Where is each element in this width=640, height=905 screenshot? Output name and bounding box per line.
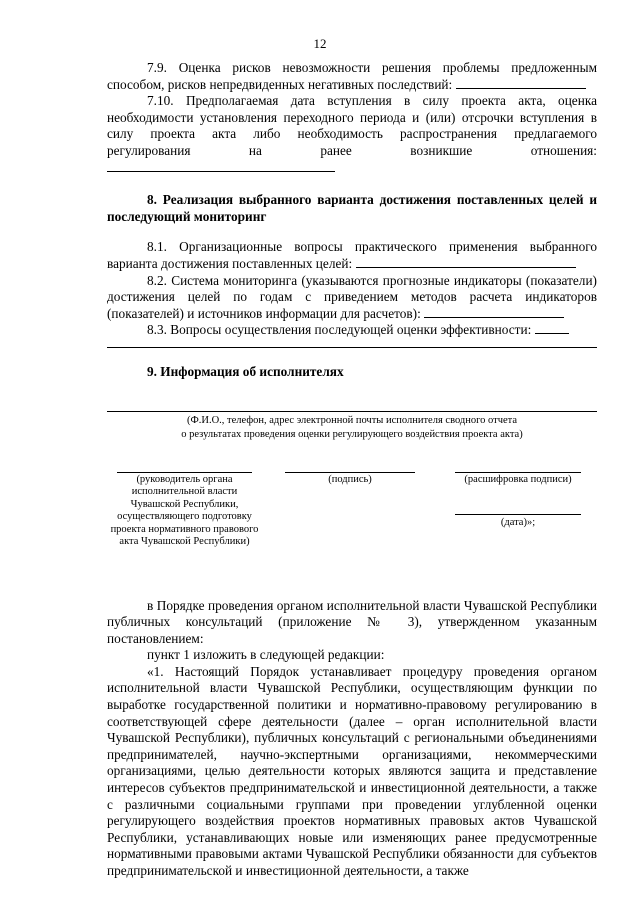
executor-info-line — [107, 399, 597, 412]
section-9-heading: 9. Информация об исполнителях — [147, 363, 344, 379]
head-label: (руководитель органа исполнительной власти Чувашской Республики, осуществляющего подготовку проекта нормативного правового акта Чувашской Республики) — [110, 473, 259, 547]
continuation-paragraph-3: «1. Настоящий Порядок устанавливает процедуру проведения органом исполнительной власти Чувашской Республики, осуществляющим функции по выработке государственной политики и нормативно-правовому регулированию в соответствующей сфере деятельности (далее – орган исполнительной власти Чувашской Республики), публичных консультаций с региональными объединениями предпринимателей, научно-экспертными организациями, некоммерческими организациями, целью деятельности которых являются защита и представление интересов субъектов предпринимательской и инвестиционной деятельности, а также с различными социальными группами при проведении углубленной оценки регулирующего воздействия проектов нормативных правовых актов Чувашской Республики, устанавливающих новые или изменяющих ранее предусмотренные нормативными правовыми актами Чувашской Республики обязанности для субъектов предпринимательской и инвестиционной деятельности, а также — [107, 663, 597, 878]
decoding-label: (расшифровка подписи) — [464, 473, 572, 485]
caption-line-2: о результатах проведения оценки регулирующего воздействия проекта акта) — [181, 428, 523, 440]
item-8-1-text: 8.1. Организационные вопросы практического применения выбранного варианта достижения поставленных целей: — [107, 239, 597, 271]
caption-line-1: (Ф.И.О., телефон, адрес электронной почты исполнителя сводного отчета — [186, 414, 518, 426]
date-line — [455, 514, 581, 515]
item-7-9-text: 7.9. Оценка рисков невозможности решения проблемы предложенным способом, рисков непредвиденных негативных последствий: — [107, 60, 597, 92]
item-8-3-text: 8.3. Вопросы осуществления последующей оценки эффективности: — [147, 322, 532, 338]
item-8-3 — [107, 322, 597, 339]
head-line — [117, 472, 252, 473]
executor-info-caption — [107, 414, 597, 442]
fill-line — [456, 77, 586, 89]
fill-line — [535, 322, 569, 334]
section-8-heading: 8. Реализация выбранного варианта достижения поставленных целей и последующий мониторинг — [107, 192, 597, 224]
signature-line — [285, 472, 415, 473]
date-label: (дата)»; — [500, 516, 536, 528]
document-body — [107, 60, 597, 880]
fill-line — [107, 160, 335, 172]
item-7-9 — [107, 60, 597, 93]
decoding-line — [455, 472, 581, 473]
page-number: 12 — [313, 36, 327, 51]
fill-line — [356, 256, 576, 268]
item-7-10 — [107, 93, 597, 176]
fill-line — [424, 306, 564, 318]
signature-label: (подпись) — [328, 473, 372, 485]
continuation-paragraph-2: пункт 1 изложить в следующей редакции: — [147, 647, 385, 663]
item-7-10-text: 7.10. Предполагаемая дата вступления в силу проекта акта, оценка необходимости установления переходного периода и (или) отсрочки вступления в силу проекта акта либо необходимость распространения предлагаемого регулирования на ранее возникшие отношения: — [107, 93, 597, 158]
item-8-1 — [107, 239, 597, 272]
signature-block — [107, 472, 597, 588]
item-8-2-text: 8.2. Система мониторинга (указываются прогнозные индикаторы (показатели) достижения целей по годам с приведением методов расчета индикаторов (показателей) и источников информации для расчетов): — [107, 272, 597, 321]
item-8-2 — [107, 273, 597, 323]
continuation-paragraph-1: в Порядке проведения органом исполнительной власти Чувашской Республики публичных консультаций (приложение № 3), утвержденном указанным постановлением: — [107, 597, 597, 646]
